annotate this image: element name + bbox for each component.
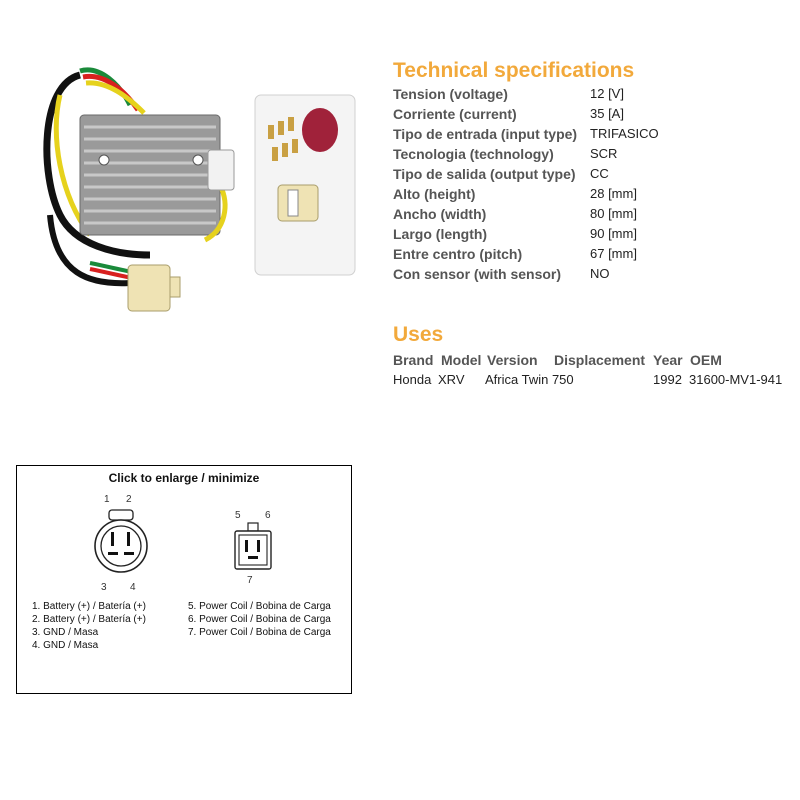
diagram-toggle-label[interactable]: Click to enlarge / minimize (108, 471, 260, 485)
legend-item: 6. Power Coil / Bobina de Carga (188, 614, 331, 625)
spec-value: 35 [A] (590, 106, 624, 121)
spec-row (393, 204, 793, 224)
legend-item: 5. Power Coil / Bobina de Carga (188, 601, 331, 612)
uses-header-oem: OEM (690, 352, 722, 368)
spec-value: SCR (590, 146, 618, 161)
spec-value: 80 [mm] (590, 206, 637, 221)
pin-number: 4 (130, 582, 136, 593)
spec-label: Corriente (current) (393, 106, 517, 122)
product-image (20, 55, 375, 345)
spec-label: Tipo de entrada (input type) (393, 126, 578, 142)
spec-row (393, 144, 793, 164)
spec-label: Entre centro (pitch) (393, 246, 523, 262)
spec-row (393, 224, 793, 244)
spec-value: 67 [mm] (590, 246, 637, 261)
uses-row (393, 370, 793, 390)
spec-row (393, 184, 793, 204)
spec-label: Tipo de salida (output type) (393, 166, 576, 182)
uses-version: Africa Twin 750 (485, 372, 574, 387)
spec-value: NO (590, 266, 610, 281)
connector-diagram[interactable] (16, 465, 352, 694)
spec-value: CC (590, 166, 609, 181)
uses-header-year: Year (653, 352, 683, 368)
uses-brand: Honda (393, 372, 432, 387)
pin-number: 1 (104, 494, 110, 505)
pin-number: 6 (265, 510, 271, 521)
uses-header-brand: Brand (393, 352, 434, 368)
pin-number: 2 (126, 494, 132, 505)
uses-model: XRV (438, 372, 465, 387)
technical-specifications (393, 58, 793, 284)
spec-label: Largo (length) (393, 226, 488, 242)
spec-row (393, 264, 793, 284)
pin-number: 3 (101, 582, 107, 593)
legend-item: 7. Power Coil / Bobina de Carga (188, 627, 331, 638)
uses-title: Uses (393, 323, 444, 346)
legend-item: 1. Battery (+) / Batería (+) (32, 601, 146, 612)
spec-label: Tension (voltage) (393, 86, 508, 102)
spec-value: TRIFASICO (590, 126, 659, 141)
uses-header-row (393, 350, 793, 370)
spec-value: 90 [mm] (590, 226, 637, 241)
legend-item: 3. GND / Masa (32, 627, 99, 638)
uses-oem: 31600-MV1-941 (689, 372, 783, 387)
pin-number: 5 (235, 510, 241, 521)
uses-header-model: Model (441, 352, 482, 368)
uses-year: 1992 (653, 372, 682, 387)
four-pin-connector-icon (91, 508, 151, 580)
spec-row (393, 84, 793, 104)
uses-header-version: Version (487, 352, 538, 368)
three-pin-connector-icon (231, 522, 275, 574)
legend-item: 2. Battery (+) / Batería (+) (32, 614, 146, 625)
legend-item: 4. GND / Masa (32, 640, 99, 651)
spec-label: Con sensor (with sensor) (393, 266, 562, 282)
spec-row (393, 164, 793, 184)
uses-header-displacement: Displacement (554, 352, 646, 368)
spec-row (393, 104, 793, 124)
spec-value: 28 [mm] (590, 186, 637, 201)
spec-label: Ancho (width) (393, 206, 487, 222)
uses-section (393, 322, 793, 390)
spec-label: Alto (height) (393, 186, 476, 202)
spec-value: 12 [V] (590, 86, 624, 101)
spec-row (393, 244, 793, 264)
spec-row (393, 124, 793, 144)
spec-label: Tecnologia (technology) (393, 146, 554, 162)
specs-title: Technical specifications (393, 59, 635, 82)
pin-number: 7 (247, 575, 253, 586)
